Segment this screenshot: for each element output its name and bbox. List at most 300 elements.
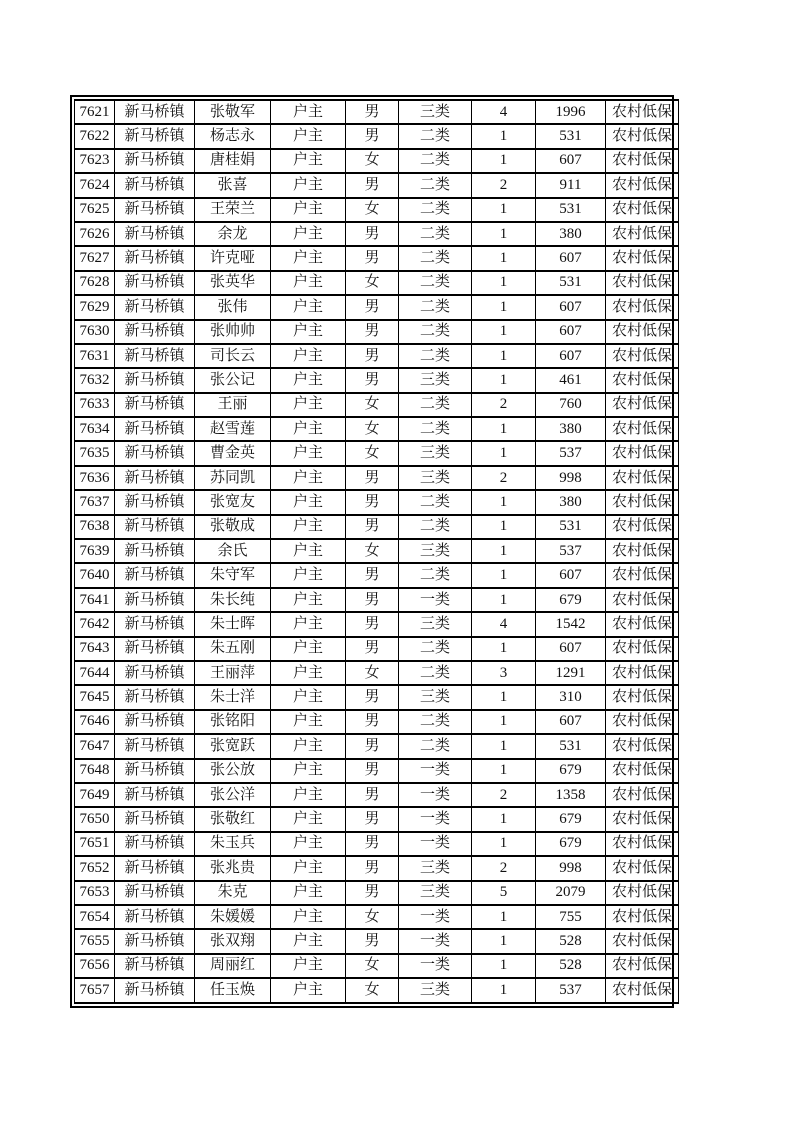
cell-category: 三类 [399, 441, 472, 465]
cell-relation: 户主 [271, 539, 346, 563]
cell-category: 二类 [399, 515, 472, 539]
cell-category: 二类 [399, 149, 472, 173]
cell-benefit-type: 农村低保 [606, 954, 679, 978]
cell-name: 张宽跃 [195, 734, 271, 758]
cell-household-count: 1 [472, 978, 536, 1003]
cell-town: 新马桥镇 [115, 881, 195, 905]
cell-household-count: 1 [472, 832, 536, 856]
cell-amount: 1542 [536, 612, 606, 636]
cell-record-id: 7630 [75, 320, 115, 344]
cell-record-id: 7645 [75, 685, 115, 709]
cell-record-id: 7639 [75, 539, 115, 563]
cell-name: 张敬成 [195, 515, 271, 539]
cell-town: 新马桥镇 [115, 807, 195, 831]
table-row [75, 149, 679, 173]
cell-relation: 户主 [271, 466, 346, 490]
cell-category: 二类 [399, 563, 472, 587]
cell-gender: 男 [346, 295, 399, 319]
cell-name: 朱士晖 [195, 612, 271, 636]
table-row [75, 417, 679, 441]
cell-gender: 女 [346, 198, 399, 222]
cell-record-id: 7652 [75, 856, 115, 880]
cell-name: 张帅帅 [195, 320, 271, 344]
cell-category: 二类 [399, 490, 472, 514]
cell-household-count: 1 [472, 710, 536, 734]
cell-name: 张兆贵 [195, 856, 271, 880]
cell-town: 新马桥镇 [115, 344, 195, 368]
cell-gender: 女 [346, 441, 399, 465]
cell-relation: 户主 [271, 295, 346, 319]
cell-town: 新马桥镇 [115, 124, 195, 148]
table-row [75, 124, 679, 148]
cell-name: 张公放 [195, 759, 271, 783]
cell-benefit-type: 农村低保 [606, 368, 679, 392]
cell-household-count: 2 [472, 856, 536, 880]
cell-category: 一类 [399, 954, 472, 978]
cell-name: 张喜 [195, 173, 271, 197]
cell-name: 朱玉兵 [195, 832, 271, 856]
cell-gender: 男 [346, 344, 399, 368]
cell-benefit-type: 农村低保 [606, 685, 679, 709]
cell-gender: 女 [346, 954, 399, 978]
cell-household-count: 1 [472, 563, 536, 587]
cell-record-id: 7646 [75, 710, 115, 734]
cell-amount: 528 [536, 929, 606, 953]
cell-name: 张宽友 [195, 490, 271, 514]
cell-category: 三类 [399, 978, 472, 1003]
cell-relation: 户主 [271, 929, 346, 953]
cell-amount: 607 [536, 320, 606, 344]
cell-record-id: 7625 [75, 198, 115, 222]
cell-category: 二类 [399, 637, 472, 661]
cell-category: 二类 [399, 393, 472, 417]
cell-town: 新马桥镇 [115, 978, 195, 1003]
cell-benefit-type: 农村低保 [606, 100, 679, 124]
cell-record-id: 7643 [75, 637, 115, 661]
cell-name: 任玉焕 [195, 978, 271, 1003]
cell-record-id: 7654 [75, 905, 115, 929]
cell-name: 苏同凯 [195, 466, 271, 490]
cell-category: 二类 [399, 710, 472, 734]
cell-household-count: 1 [472, 124, 536, 148]
cell-relation: 户主 [271, 198, 346, 222]
cell-name: 赵雪莲 [195, 417, 271, 441]
cell-gender: 女 [346, 149, 399, 173]
cell-record-id: 7653 [75, 881, 115, 905]
table-row [75, 198, 679, 222]
cell-amount: 998 [536, 856, 606, 880]
table-frame [70, 95, 674, 1008]
cell-amount: 607 [536, 246, 606, 270]
cell-benefit-type: 农村低保 [606, 149, 679, 173]
cell-town: 新马桥镇 [115, 198, 195, 222]
cell-amount: 531 [536, 198, 606, 222]
cell-relation: 户主 [271, 807, 346, 831]
cell-amount: 911 [536, 173, 606, 197]
cell-amount: 380 [536, 490, 606, 514]
cell-relation: 户主 [271, 344, 346, 368]
table-row [75, 954, 679, 978]
cell-record-id: 7636 [75, 466, 115, 490]
cell-name: 张公记 [195, 368, 271, 392]
cell-relation: 户主 [271, 856, 346, 880]
table-row [75, 856, 679, 880]
cell-name: 余龙 [195, 222, 271, 246]
cell-benefit-type: 农村低保 [606, 637, 679, 661]
cell-relation: 户主 [271, 759, 346, 783]
cell-gender: 女 [346, 539, 399, 563]
table-row [75, 173, 679, 197]
cell-amount: 461 [536, 368, 606, 392]
table-row [75, 539, 679, 563]
cell-amount: 1291 [536, 661, 606, 685]
cell-name: 张伟 [195, 295, 271, 319]
cell-category: 二类 [399, 417, 472, 441]
cell-gender: 女 [346, 661, 399, 685]
cell-town: 新马桥镇 [115, 710, 195, 734]
table-row [75, 344, 679, 368]
cell-gender: 女 [346, 393, 399, 417]
cell-household-count: 1 [472, 734, 536, 758]
cell-gender: 女 [346, 271, 399, 295]
cell-record-id: 7647 [75, 734, 115, 758]
cell-amount: 537 [536, 978, 606, 1003]
table-row [75, 710, 679, 734]
table-body [75, 100, 679, 1003]
cell-town: 新马桥镇 [115, 100, 195, 124]
cell-relation: 户主 [271, 222, 346, 246]
cell-benefit-type: 农村低保 [606, 124, 679, 148]
cell-relation: 户主 [271, 124, 346, 148]
cell-household-count: 1 [472, 954, 536, 978]
cell-record-id: 7642 [75, 612, 115, 636]
cell-amount: 537 [536, 441, 606, 465]
cell-category: 二类 [399, 124, 472, 148]
cell-category: 二类 [399, 295, 472, 319]
cell-amount: 679 [536, 759, 606, 783]
cell-relation: 户主 [271, 637, 346, 661]
cell-record-id: 7623 [75, 149, 115, 173]
cell-household-count: 4 [472, 612, 536, 636]
cell-name: 曹金英 [195, 441, 271, 465]
cell-town: 新马桥镇 [115, 417, 195, 441]
table-row [75, 759, 679, 783]
cell-relation: 户主 [271, 393, 346, 417]
cell-record-id: 7649 [75, 783, 115, 807]
cell-benefit-type: 农村低保 [606, 198, 679, 222]
cell-household-count: 1 [472, 515, 536, 539]
cell-amount: 380 [536, 417, 606, 441]
cell-gender: 男 [346, 807, 399, 831]
cell-relation: 户主 [271, 978, 346, 1003]
cell-gender: 男 [346, 368, 399, 392]
cell-category: 三类 [399, 539, 472, 563]
cell-town: 新马桥镇 [115, 929, 195, 953]
cell-benefit-type: 农村低保 [606, 759, 679, 783]
cell-amount: 531 [536, 515, 606, 539]
cell-gender: 男 [346, 320, 399, 344]
cell-household-count: 1 [472, 295, 536, 319]
cell-town: 新马桥镇 [115, 637, 195, 661]
cell-benefit-type: 农村低保 [606, 271, 679, 295]
cell-category: 一类 [399, 905, 472, 929]
cell-record-id: 7633 [75, 393, 115, 417]
table-row [75, 685, 679, 709]
cell-household-count: 1 [472, 490, 536, 514]
cell-relation: 户主 [271, 710, 346, 734]
cell-benefit-type: 农村低保 [606, 515, 679, 539]
cell-town: 新马桥镇 [115, 856, 195, 880]
cell-gender: 男 [346, 734, 399, 758]
cell-relation: 户主 [271, 441, 346, 465]
cell-amount: 2079 [536, 881, 606, 905]
cell-town: 新马桥镇 [115, 173, 195, 197]
cell-name: 杨志永 [195, 124, 271, 148]
cell-relation: 户主 [271, 612, 346, 636]
cell-amount: 380 [536, 222, 606, 246]
cell-category: 一类 [399, 832, 472, 856]
cell-relation: 户主 [271, 368, 346, 392]
cell-household-count: 1 [472, 637, 536, 661]
cell-category: 二类 [399, 320, 472, 344]
cell-household-count: 1 [472, 271, 536, 295]
cell-record-id: 7632 [75, 368, 115, 392]
cell-town: 新马桥镇 [115, 393, 195, 417]
cell-household-count: 4 [472, 100, 536, 124]
cell-town: 新马桥镇 [115, 588, 195, 612]
cell-gender: 男 [346, 515, 399, 539]
cell-gender: 男 [346, 685, 399, 709]
cell-category: 一类 [399, 588, 472, 612]
cell-gender: 男 [346, 124, 399, 148]
cell-household-count: 2 [472, 466, 536, 490]
cell-record-id: 7641 [75, 588, 115, 612]
cell-household-count: 1 [472, 929, 536, 953]
cell-gender: 女 [346, 417, 399, 441]
cell-household-count: 1 [472, 905, 536, 929]
table-row [75, 881, 679, 905]
cell-benefit-type: 农村低保 [606, 563, 679, 587]
cell-relation: 户主 [271, 905, 346, 929]
cell-category: 三类 [399, 100, 472, 124]
cell-household-count: 1 [472, 417, 536, 441]
cell-household-count: 1 [472, 539, 536, 563]
cell-household-count: 5 [472, 881, 536, 905]
cell-household-count: 1 [472, 807, 536, 831]
cell-record-id: 7640 [75, 563, 115, 587]
cell-name: 王丽 [195, 393, 271, 417]
cell-category: 二类 [399, 222, 472, 246]
cell-household-count: 2 [472, 783, 536, 807]
cell-town: 新马桥镇 [115, 490, 195, 514]
cell-name: 张敬军 [195, 100, 271, 124]
cell-household-count: 1 [472, 588, 536, 612]
cell-category: 三类 [399, 368, 472, 392]
cell-town: 新马桥镇 [115, 466, 195, 490]
cell-town: 新马桥镇 [115, 149, 195, 173]
cell-relation: 户主 [271, 954, 346, 978]
cell-name: 王丽萍 [195, 661, 271, 685]
cell-gender: 男 [346, 612, 399, 636]
cell-amount: 537 [536, 539, 606, 563]
table-row [75, 515, 679, 539]
cell-name: 朱媛媛 [195, 905, 271, 929]
cell-record-id: 7648 [75, 759, 115, 783]
table-row [75, 588, 679, 612]
cell-amount: 679 [536, 588, 606, 612]
cell-name: 唐桂娟 [195, 149, 271, 173]
cell-town: 新马桥镇 [115, 563, 195, 587]
cell-record-id: 7657 [75, 978, 115, 1003]
cell-amount: 755 [536, 905, 606, 929]
table-row [75, 368, 679, 392]
cell-household-count: 1 [472, 759, 536, 783]
cell-benefit-type: 农村低保 [606, 856, 679, 880]
table-row [75, 100, 679, 124]
cell-amount: 531 [536, 271, 606, 295]
cell-household-count: 1 [472, 368, 536, 392]
cell-record-id: 7638 [75, 515, 115, 539]
cell-record-id: 7637 [75, 490, 115, 514]
cell-amount: 607 [536, 149, 606, 173]
cell-record-id: 7656 [75, 954, 115, 978]
table-row [75, 222, 679, 246]
cell-amount: 607 [536, 710, 606, 734]
cell-household-count: 1 [472, 246, 536, 270]
cell-benefit-type: 农村低保 [606, 246, 679, 270]
cell-amount: 998 [536, 466, 606, 490]
cell-gender: 男 [346, 173, 399, 197]
cell-benefit-type: 农村低保 [606, 929, 679, 953]
cell-gender: 男 [346, 832, 399, 856]
cell-relation: 户主 [271, 100, 346, 124]
cell-household-count: 1 [472, 344, 536, 368]
cell-household-count: 1 [472, 685, 536, 709]
cell-town: 新马桥镇 [115, 905, 195, 929]
cell-record-id: 7651 [75, 832, 115, 856]
cell-category: 三类 [399, 612, 472, 636]
cell-category: 三类 [399, 466, 472, 490]
cell-gender: 男 [346, 856, 399, 880]
cell-town: 新马桥镇 [115, 661, 195, 685]
cell-amount: 607 [536, 344, 606, 368]
cell-benefit-type: 农村低保 [606, 612, 679, 636]
cell-household-count: 1 [472, 198, 536, 222]
table-row [75, 807, 679, 831]
cell-category: 二类 [399, 246, 472, 270]
cell-town: 新马桥镇 [115, 612, 195, 636]
cell-amount: 679 [536, 807, 606, 831]
cell-benefit-type: 农村低保 [606, 490, 679, 514]
table-row [75, 563, 679, 587]
cell-category: 一类 [399, 807, 472, 831]
cell-town: 新马桥镇 [115, 783, 195, 807]
cell-relation: 户主 [271, 246, 346, 270]
cell-category: 二类 [399, 173, 472, 197]
cell-category: 二类 [399, 271, 472, 295]
cell-name: 朱守军 [195, 563, 271, 587]
cell-category: 二类 [399, 198, 472, 222]
table-row [75, 905, 679, 929]
cell-relation: 户主 [271, 563, 346, 587]
cell-relation: 户主 [271, 417, 346, 441]
cell-town: 新马桥镇 [115, 539, 195, 563]
cell-benefit-type: 农村低保 [606, 807, 679, 831]
cell-relation: 户主 [271, 173, 346, 197]
cell-amount: 607 [536, 637, 606, 661]
table-row [75, 783, 679, 807]
cell-gender: 男 [346, 246, 399, 270]
table-row [75, 393, 679, 417]
cell-relation: 户主 [271, 734, 346, 758]
cell-name: 朱士洋 [195, 685, 271, 709]
cell-category: 二类 [399, 661, 472, 685]
cell-record-id: 7624 [75, 173, 115, 197]
cell-name: 张英华 [195, 271, 271, 295]
table-row [75, 320, 679, 344]
cell-amount: 310 [536, 685, 606, 709]
cell-town: 新马桥镇 [115, 954, 195, 978]
cell-name: 许克哑 [195, 246, 271, 270]
cell-category: 一类 [399, 783, 472, 807]
cell-relation: 户主 [271, 661, 346, 685]
table-row [75, 466, 679, 490]
cell-benefit-type: 农村低保 [606, 344, 679, 368]
cell-household-count: 3 [472, 661, 536, 685]
cell-household-count: 2 [472, 173, 536, 197]
cell-relation: 户主 [271, 271, 346, 295]
table-row [75, 441, 679, 465]
cell-record-id: 7628 [75, 271, 115, 295]
cell-benefit-type: 农村低保 [606, 783, 679, 807]
cell-household-count: 1 [472, 441, 536, 465]
cell-benefit-type: 农村低保 [606, 881, 679, 905]
table-row [75, 490, 679, 514]
cell-name: 周丽红 [195, 954, 271, 978]
cell-record-id: 7621 [75, 100, 115, 124]
cell-town: 新马桥镇 [115, 320, 195, 344]
cell-category: 二类 [399, 734, 472, 758]
table-row [75, 832, 679, 856]
cell-benefit-type: 农村低保 [606, 832, 679, 856]
cell-name: 朱克 [195, 881, 271, 905]
cell-name: 张敬红 [195, 807, 271, 831]
cell-gender: 女 [346, 905, 399, 929]
cell-category: 三类 [399, 856, 472, 880]
cell-benefit-type: 农村低保 [606, 734, 679, 758]
cell-name: 张双翔 [195, 929, 271, 953]
cell-town: 新马桥镇 [115, 368, 195, 392]
cell-gender: 男 [346, 588, 399, 612]
cell-name: 司长云 [195, 344, 271, 368]
cell-household-count: 1 [472, 222, 536, 246]
cell-benefit-type: 农村低保 [606, 466, 679, 490]
table-row [75, 734, 679, 758]
cell-relation: 户主 [271, 685, 346, 709]
table-row [75, 978, 679, 1003]
cell-name: 张铭阳 [195, 710, 271, 734]
cell-benefit-type: 农村低保 [606, 173, 679, 197]
table-row [75, 271, 679, 295]
cell-gender: 男 [346, 783, 399, 807]
cell-relation: 户主 [271, 515, 346, 539]
cell-household-count: 1 [472, 149, 536, 173]
cell-gender: 男 [346, 100, 399, 124]
benefits-roster-table [74, 99, 679, 1004]
cell-town: 新马桥镇 [115, 441, 195, 465]
cell-town: 新马桥镇 [115, 685, 195, 709]
cell-category: 一类 [399, 759, 472, 783]
